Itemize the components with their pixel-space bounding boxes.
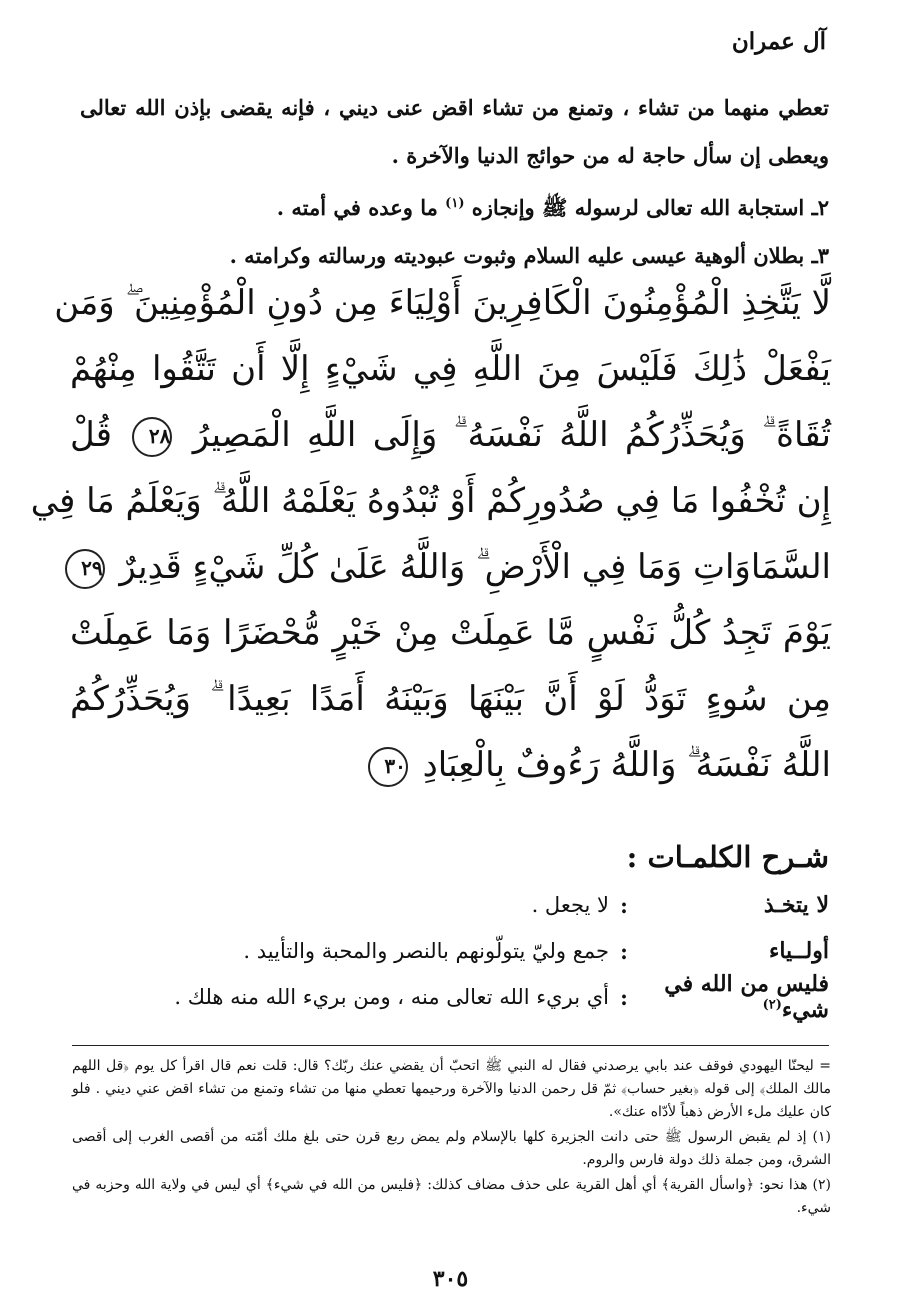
intro-paragraph: تعطي منهما من تشاء ، وتمنع من تشاء اقض عنى ديني ، فإنه يقضى بإذن الله تعالى ويعطى إن سأل حاجة له من حوائج الدنيا والآخرة . — [80, 95, 829, 168]
quran-verses — [30, 270, 832, 798]
point-2 — [80, 180, 829, 232]
glossary-term: لا يتخـذ — [763, 892, 829, 918]
point-2-before: ٢ـ استجابة الله تعالى لرسوله ﷺ وإنجازه — [471, 195, 829, 220]
verse-line — [70, 534, 831, 600]
glossary-title: شـرح الكلمـات : — [626, 840, 829, 874]
verse-segment: تُقَاةً ۗ وَيُحَذِّرُكُمُ اللَّهُ نَفْسَهُ ۗ وَإِلَى اللَّهِ الْمَصِيرُ — [192, 415, 832, 455]
intro-text — [80, 84, 829, 280]
surah-header: آل عمران — [731, 28, 826, 55]
verse-segment: قُلْ — [70, 415, 113, 455]
verse-segment: اللَّهُ نَفْسَهُ ۗ وَاللَّهُ رَءُوفٌ بِالْعِبَادِ — [422, 745, 831, 785]
footnote-1: (١) إذ لم يقبض الرسول ﷺ حتى دانت الجزيرة كلها بالإسلام ولم يمض ربع قرن حتى بلغ ملك أمّته من أقصى الغرب إلى أقصى الشرق، ومن جملة ذلك دولة فارس والروم. — [72, 1129, 831, 1168]
glossary-row — [100, 928, 829, 974]
verse-line — [70, 402, 831, 468]
glossary-term — [639, 971, 829, 1023]
glossary-term: أولــياء — [768, 938, 829, 964]
footnotes — [72, 1055, 831, 1222]
glossary — [100, 840, 829, 1023]
glossary-separator: : — [620, 984, 628, 1010]
footnote-2: (٢) هذا نحو: ﴿واسأل القرية﴾ أي أهل القرية على حذف مضاف كذلك: ﴿فليس من الله في شيء﴾ أي ليس في ولاية الله وحزبه في شيء. — [72, 1177, 831, 1216]
verse-line: مِن سُوءٍ تَوَدُّ لَوْ أَنَّ بَيْنَهَا وَبَيْنَهُ أَمَدًا بَعِيدًا ۗ وَيُحَذِّرُكُمُ — [70, 679, 831, 719]
verse-line: يَوْمَ تَجِدُ كُلُّ نَفْسٍ مَّا عَمِلَتْ مِنْ خَيْرٍ مُّحْضَرًا وَمَا عَمِلَتْ — [70, 613, 831, 653]
glossary-term-text: فليس من الله في شيء — [664, 971, 829, 1023]
glossary-separator: : — [620, 892, 628, 918]
ayah-number-30: ٣٠ — [368, 747, 408, 787]
ayah-number-28: ٢٨ — [132, 417, 172, 457]
verse-line: يَفْعَلْ ذَٰلِكَ فَلَيْسَ مِنَ اللَّهِ فِي شَيْءٍ إِلَّا أَن تَتَّقُوا مِنْهُمْ — [70, 349, 831, 389]
verse-line: لَّا يَتَّخِذِ الْمُؤْمِنُونَ الْكَافِرِينَ أَوْلِيَاءَ مِن دُونِ الْمُؤْمِنِينَ ۖ وَمَن — [54, 283, 831, 323]
point-3: ٣ـ بطلان ألوهية عيسى عليه السلام وثبوت عبوديته ورسالته وكرامته . — [229, 243, 829, 268]
footnote-divider — [72, 1045, 829, 1046]
verse-line: إِن تُخْفُوا مَا فِي صُدُورِكُمْ أَوْ تُبْدُوهُ يَعْلَمْهُ اللَّهُ ۗ وَيَعْلَمُ مَا فِي — [30, 481, 831, 521]
page-number: ٣٠٥ — [432, 1266, 469, 1292]
glossary-separator: : — [620, 938, 628, 964]
verse-segment: السَّمَاوَاتِ وَمَا فِي الْأَرْضِ ۗ وَاللَّهُ عَلَىٰ كُلِّ شَيْءٍ قَدِيرٌ — [119, 547, 831, 587]
glossary-definition: لا يجعل . — [531, 893, 609, 917]
footnote-continuation: = ليحنّا اليهودي فوقف عند بابي يرصدني فقال له النبي ﷺ اتحبّ أن يقضي عنك ربّك؟ قال: قلت نعم قال اقرأ كل يوم ﴿قل اللهم مالك الملك﴾ إلى قوله ﴿بغير حساب﴾ ثمّ قل رحمن الدنيا والآخرة ورحيمها تعطي منها من تشاء وتمنع من تشاء اقض عني ديني . فلو كان عليك ملء الأرض ذهباً لأدّاه عنك». — [72, 1058, 831, 1120]
glossary-row — [100, 882, 829, 928]
point-2-after: ما وعده في أمته . — [276, 195, 438, 220]
glossary-row — [100, 971, 829, 1023]
verse-line — [70, 732, 831, 798]
glossary-definition: جمع وليّ يتولّونهم بالنصر والمحبة والتأييد . — [243, 939, 609, 963]
footnote-mark-2: (٢) — [762, 997, 782, 1013]
ayah-number-29: ٢٩ — [65, 549, 105, 589]
glossary-definition: أي بريء الله تعالى منه ، ومن بريء الله منه هلك . — [174, 985, 609, 1009]
footnote-mark-1: (١) — [445, 196, 465, 211]
